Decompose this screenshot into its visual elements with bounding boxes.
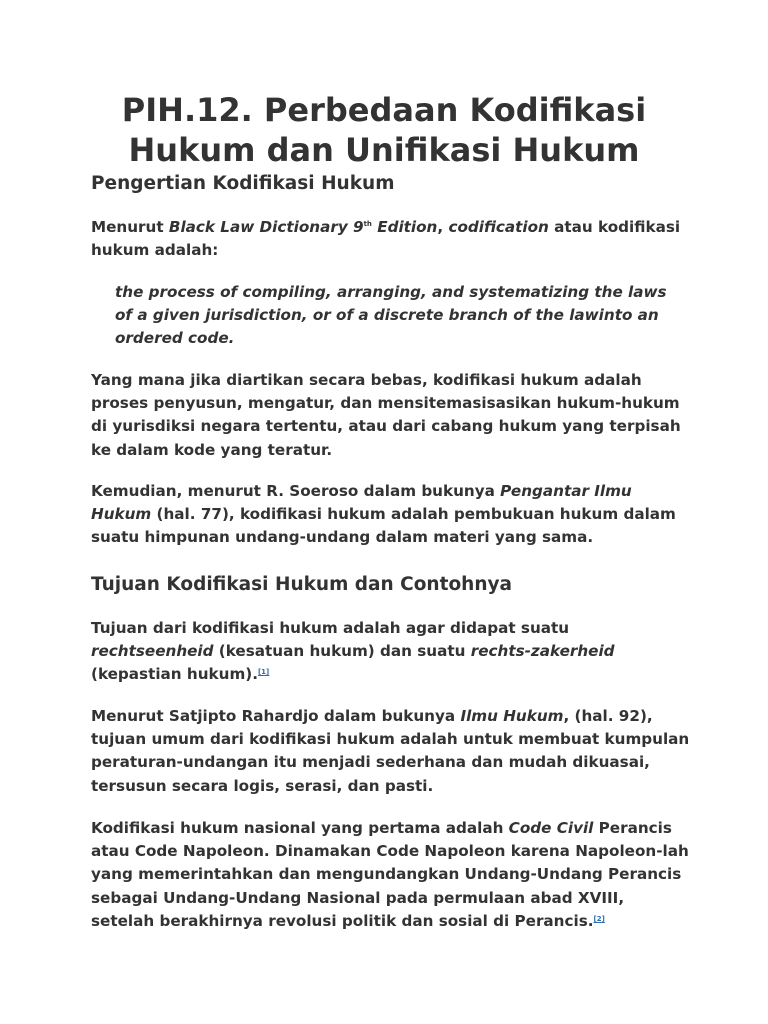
text: Kodifikasi hukum nasional yang pertama adalah — [91, 819, 509, 837]
text: , — [437, 218, 449, 236]
text: Kemudian, menurut R. Soeroso dalam bukunya — [91, 482, 501, 500]
paragraph-free-translation: Yang mana jika diartikan secara bebas, kodifikasi hukum adalah proses penyusun, mengatur, dan mensitemasisasikan hukum-hukum di yurisdiksi negara tertentu, atau dari cabang hukum yang terpisah ke dalam kode yang teratur. — [91, 371, 681, 459]
term-rechtszakerheid: rechts-zakerheid — [470, 642, 615, 661]
footnote-link-2[interactable]: [2] — [593, 914, 605, 923]
term-codification: codification — [448, 218, 549, 236]
term-rechtseenheid: rechtseenheid — [91, 642, 214, 661]
definition-quote: the process of compiling, arranging, and systematizing the laws of a given jurisdiction, or of a discrete branch of the lawinto an ordered code. — [115, 283, 667, 348]
book-edition: Edition — [371, 218, 438, 236]
footnote-link-1[interactable]: [1] — [257, 668, 270, 677]
book-title: Ilmu Hukum — [460, 707, 564, 725]
page-title: PIH.12. Perbedaan Kodifikasi Hukum dan Unifikasi Hukum — [121, 91, 647, 169]
book-title: Pengantar Ilmu Hukum — [91, 482, 632, 524]
paragraph-soeroso — [91, 480, 691, 550]
paragraph-code-civil — [91, 817, 691, 933]
paragraph-definition-intro — [91, 216, 691, 262]
term-code-civil: Code Civil — [508, 819, 594, 837]
text: atau kodifikasi hukum adalah: — [91, 218, 681, 260]
text: Menurut — [91, 218, 169, 236]
text: (hal. 77), kodifikasi hukum adalah pembukuan hukum dalam suatu himpunan undang-undang dalam materi yang sama. — [91, 505, 676, 547]
paragraph-tujuan — [91, 617, 691, 687]
text: Tujuan dari kodifikasi hukum adalah agar didapat suatu — [91, 619, 570, 637]
text: , (hal. 92), tujuan umum dari kodifikasi hukum adalah untuk membuat kumpulan peraturan-undangan itu menjadi sederhana dan mudah dikuasai, tersusun secara logis, serasi, dan pasti. — [91, 707, 690, 795]
text: (kesatuan hukum) dan suatu — [213, 642, 471, 661]
text: (kepastian hukum). — [91, 665, 258, 684]
paragraph-satjipto — [91, 705, 691, 798]
text: Menurut Satjipto Rahardjo dalam bukunya — [91, 707, 461, 725]
section-heading-pengertian: Pengertian Kodifikasi Hukum — [91, 173, 395, 194]
superscript: th — [363, 220, 372, 228]
section-heading-tujuan: Tujuan Kodifikasi Hukum dan Contohnya — [91, 574, 513, 595]
text: Perancis atau Code Napoleon. Dinamakan Code Napoleon karena Napoleon-lah yang memerintahkan dan mengundangkan Undang-Undang Perancis sebagai Undang-Undang Nasional pada permulaan abad XVIII, setelah berakhirnya revolusi politik dan sosial di Perancis. — [91, 819, 689, 930]
book-title: Black Law Dictionary 9 — [168, 218, 364, 236]
